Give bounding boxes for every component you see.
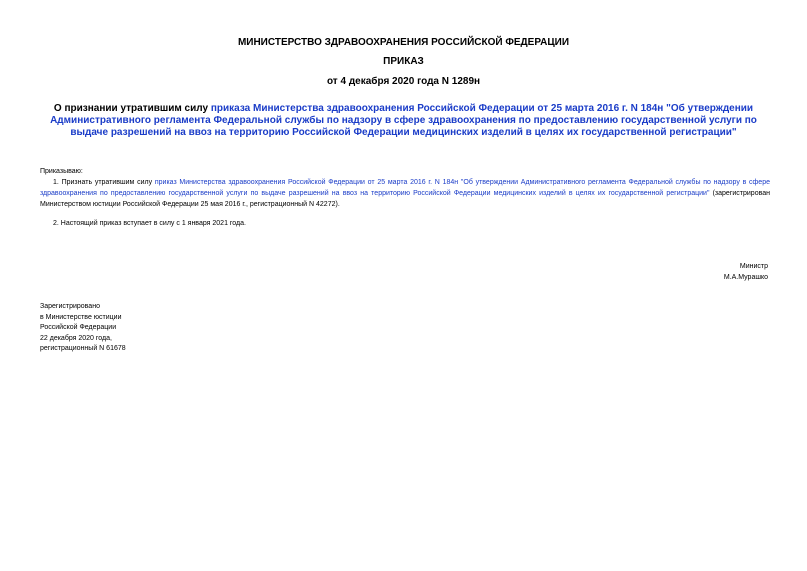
registration-line: Зарегистрировано (40, 303, 100, 310)
registration-line: Российской Федерации (40, 324, 117, 331)
document-title (40, 103, 767, 139)
clause-1 (40, 177, 770, 210)
ministry-heading: МИНИСТЕРСТВО ЗДРАВООХРАНЕНИЯ РОССИЙСКОЙ ФЕДЕРАЦИИ (237, 37, 570, 48)
clause-1-prefix: 1. Признать утратившим силу (53, 179, 155, 186)
registration-line: в Министерстве юстиции (40, 314, 122, 321)
document-date-number: от 4 декабря 2020 года N 1289н (326, 76, 481, 87)
intro-text: Приказываю: (40, 168, 83, 175)
signatory-name: М.А.Мурашко (723, 274, 768, 281)
title-prefix: О признании утратившим силу (53, 103, 211, 114)
clause-1-order-link[interactable]: приказ Министерства здравоохранения Российской Федерации от 25 марта 2016 г. N 184н "Об утверждении Административного регламента Федеральной службы по надзору в сфере здравоохранения по предоставлению государственной услуги по выдаче разрешений на ввоз на территорию Российской Федерации медицинских изделий в целях их государственной регистрации" (40, 179, 770, 197)
document-type-heading: ПРИКАЗ (383, 56, 424, 67)
registration-number: регистрационный N 61678 (40, 345, 126, 352)
registration-date: 22 декабря 2020 года, (40, 335, 112, 342)
clause-1-suffix: (зарегистрирован Министерством юстиции Российской Федерации 25 мая 2016 г., регистрационный N 42272). (40, 190, 770, 208)
title-order-link[interactable]: приказа Министерства здравоохранения Российской Федерации от 25 марта 2016 г. N 184н "Об утверждении Административного регламента Федеральной службы по надзору в сфере здравоохранения по предоставлению государственной услуги по выдаче разрешений на ввоз на территорию Российской Федерации медицинских изделий в целях их государственной регистрации" (50, 103, 757, 138)
clause-2: 2. Настоящий приказ вступает в силу с 1 января 2021 года. (53, 220, 246, 227)
signatory-position: Министр (739, 263, 768, 270)
